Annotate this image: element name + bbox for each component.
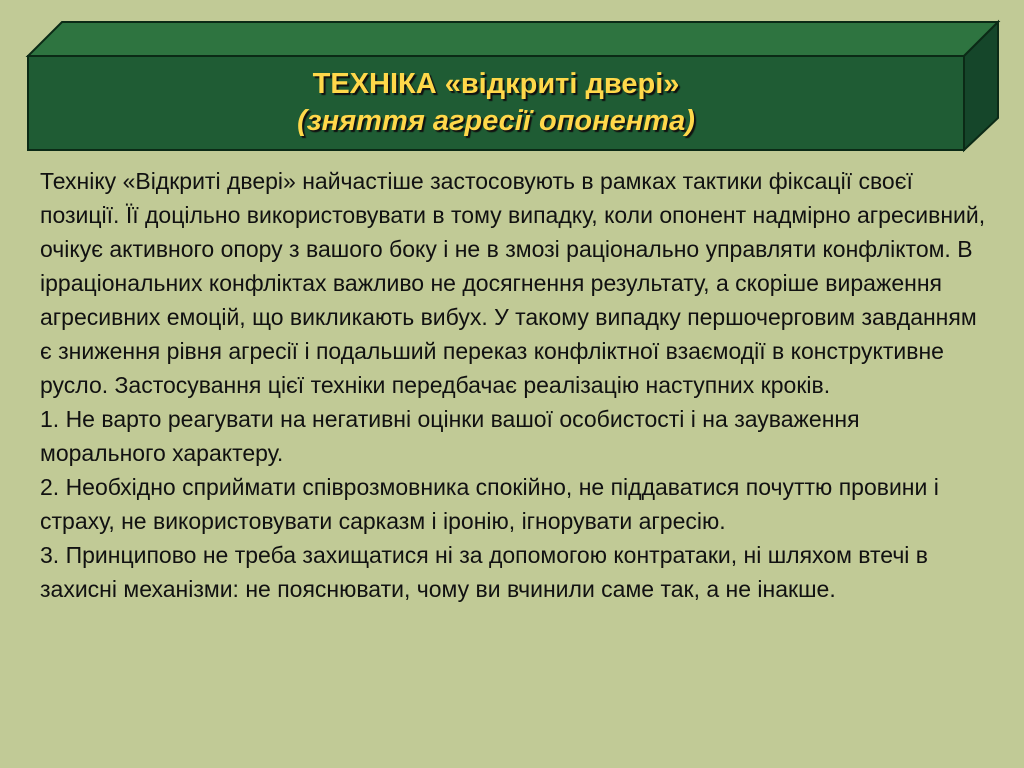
title-banner [0,0,1024,160]
title-line-1: ТЕХНІКА «відкриті двері» [312,68,680,100]
banner-top-face [28,22,998,56]
title-line-2: (зняття агресії опонента) [297,105,695,137]
body-paragraph-step-2: 2. Необхідно сприймати співрозмовника спокійно, не піддаватися почуттю провини і страху, не використовувати сарказм і іронію, ігнорувати агресію. [40,474,939,534]
body-paragraph-step-1: 1. Не варто реагувати на негативні оцінки вашої особистості і на зауваження морального характеру. [40,406,860,466]
slide-body [40,164,990,606]
body-paragraph-step-3: 3. Принципово не треба захищатися ні за допомогою контратаки, ні шляхом втечі в захисні механізми: не пояснювати, чому ви вчинили саме так, а не інакше. [40,542,929,602]
body-paragraph-intro: Техніку «Відкриті двері» найчастіше застосовують в рамках тактики фіксації своєї позиції. Її доцільно використовувати в тому випадку, коли опонент надмірно агресивний, очікує активного опору з вашого боку і не в змозі раціонально управляти конфліктом. В ірраціональних конфліктах важливо не досягнення результату, а скоріше вираження агресивних емоцій, що викликають вибух. У такому випадку першочерговим завданням є зниження рівня агресії і подальший переказ конфліктної взаємодії в конструктивне русло. Застосування цієї техніки передбачає реалізацію наступних кроків. [40,168,986,398]
slide-title [28,56,964,150]
